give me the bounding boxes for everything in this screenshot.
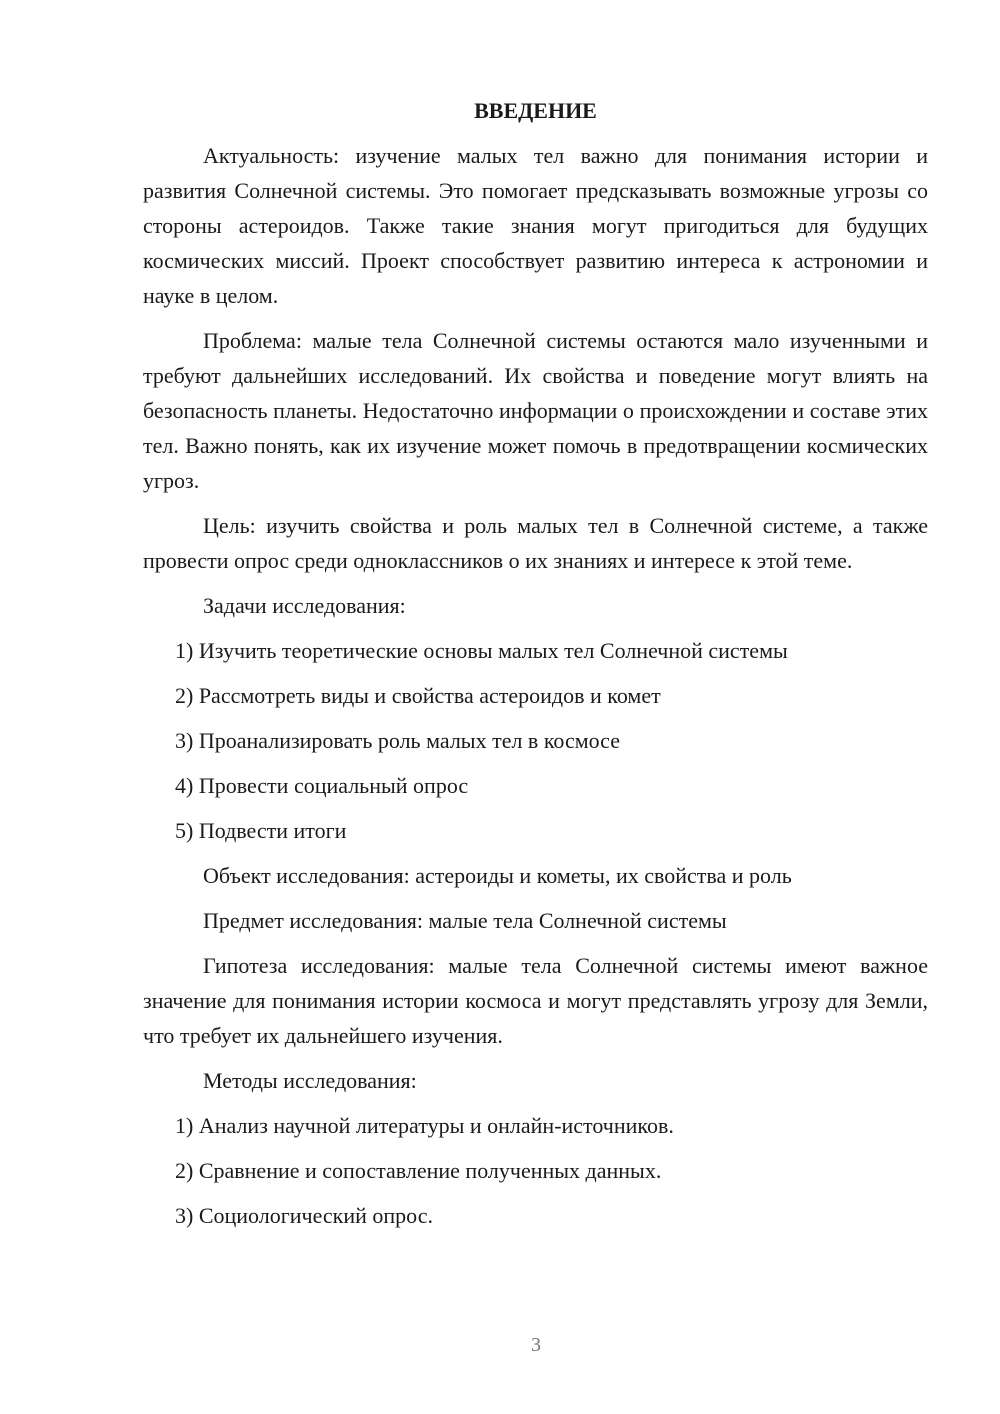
- section-title: ВВЕДЕНИЕ: [474, 98, 597, 123]
- list-item: 1) Изучить теоретические основы малых тел Солнечной системы: [175, 638, 788, 663]
- list-item: 2) Сравнение и сопоставление полученных данных.: [175, 1158, 662, 1183]
- object-paragraph: Объект исследования: астероиды и кометы, их свойства и роль: [203, 863, 792, 888]
- document-body: [143, 96, 928, 1243]
- problem-paragraph: Проблема: малые тела Солнечной системы остаются мало изученными и требуют дальнейших исследований. Их свойства и поведение могут влиять на безопасность планеты. Недостаточно информации о происхождении и составе этих тел. Важно понять, как их изучение может помочь в предотвращении космических угроз.: [143, 328, 928, 493]
- list-item: 4) Провести социальный опрос: [175, 773, 469, 798]
- relevance-paragraph: Актуальность: изучение малых тел важно для понимания истории и развития Солнечной системы. Это помогает предсказывать возможные угрозы со стороны астероидов. Также такие знания могут пригодиться для будущих космических миссий. Проект способствует развитию интереса к астрономии и науке в целом.: [143, 143, 928, 308]
- tasks-list: [143, 633, 928, 848]
- list-item: 3) Проанализировать роль малых тел в космосе: [175, 728, 620, 753]
- methods-list: [143, 1108, 928, 1233]
- page-number: 3: [531, 1334, 541, 1356]
- list-item: 2) Рассмотреть виды и свойства астероидов и комет: [175, 683, 661, 708]
- goal-paragraph: Цель: изучить свойства и роль малых тел в Солнечной системе, а также провести опрос среди одноклассников о их знаниях и интересе к этой теме.: [143, 513, 928, 573]
- hypothesis-paragraph: Гипотеза исследования: малые тела Солнечной системы имеют важное значение для понимания истории космоса и могут представлять угрозу для Земли, что требует их дальнейшего изучения.: [143, 953, 928, 1048]
- tasks-heading: Задачи исследования:: [203, 593, 406, 618]
- subject-paragraph: Предмет исследования: малые тела Солнечной системы: [203, 908, 727, 933]
- list-item: 3) Социологический опрос.: [175, 1203, 433, 1228]
- list-item: 5) Подвести итоги: [175, 818, 347, 843]
- list-item: 1) Анализ научной литературы и онлайн-источников.: [175, 1113, 674, 1138]
- methods-heading: Методы исследования:: [203, 1068, 417, 1093]
